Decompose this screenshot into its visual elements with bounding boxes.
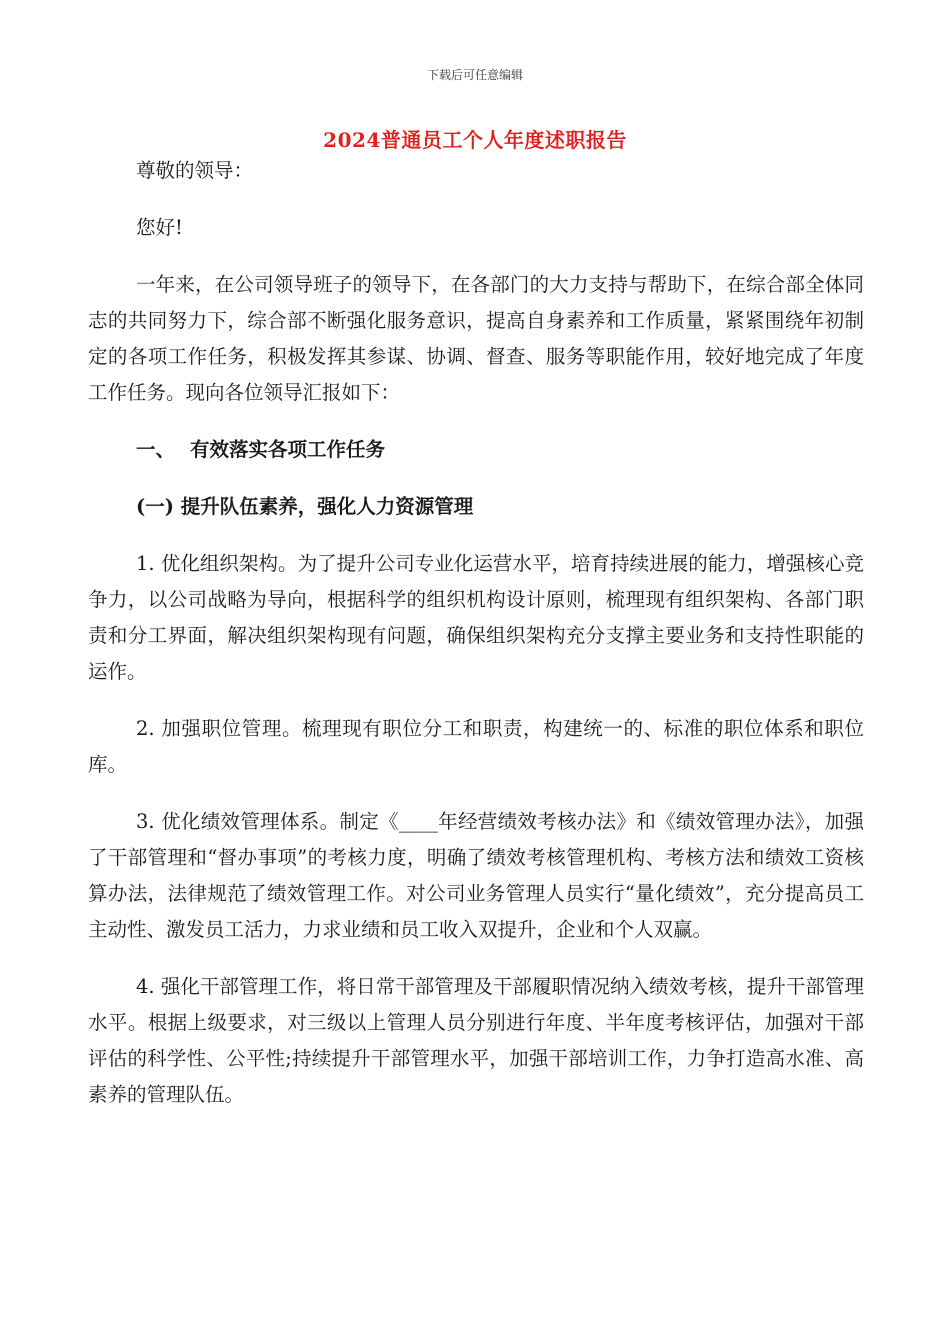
page-header-note: 下载后可任意编辑 [426,68,523,82]
subsection-heading: (一) 提升队伍素养，强化人力资源管理 [136,495,474,518]
document-body [88,150,864,1113]
intro-paragraph: 一年来，在公司领导班子的领导下，在各部门的大力支持与帮助下，在综合部全体同志的共同努力下，综合部不断强化服务意识，提高自身素养和工作质量，紧紧围绕年初制定的各项工作任务，积极发挥其参谋、协调、督查、服务等职能作用，较好地完成了年度工作任务。现向各位领导汇报如下： [88,273,864,404]
list-item: 3. 优化绩效管理体系。制定《____年经营绩效考核办法》和《绩效管理办法》，加强了干部管理和“督办事项”的考核力度，明确了绩效考核管理机构、考核方法和绩效工资核算办法，法律规范了绩效管理工作。对公司业务管理人员实行“量化绩效”，充分提高员工主动性、激发员工活力，力求业绩和员工收入双提升，企业和个人双赢。 [88,810,864,941]
greeting: 您好! [136,216,183,239]
section-heading [88,432,864,468]
document-title: 2024普通员工个人年度述职报告 [323,128,627,152]
list-item: 2. 加强职位管理。梳理现有职位分工和职责，构建统一的、标准的职位体系和职位库。 [88,717,864,776]
list-item: 4. 强化干部管理工作，将日常干部管理及干部履职情况纳入绩效考核，提升干部管理水平。根据上级要求，对三级以上管理人员分别进行年度、半年度考核评估，加强对干部评估的科学性、公平性;持续提升干部管理水平，加强干部培训工作，力争打造高水准、高素养的管理队伍。 [88,975,864,1106]
section-number: 一、 [136,438,176,461]
salutation: 尊敬的领导： [136,159,254,182]
section-title: 有效落实各项工作任务 [190,438,386,461]
list-item: 1. 优化组织架构。为了提升公司专业化运营水平，培育持续进展的能力，增强核心竞争力，以公司战略为导向，根据科学的组织机构设计原则，梳理现有组织架构、各部门职责和分工界面，解决组织架构现有问题，确保组织架构充分支撑主要业务和支持性职能的运作。 [88,552,864,683]
